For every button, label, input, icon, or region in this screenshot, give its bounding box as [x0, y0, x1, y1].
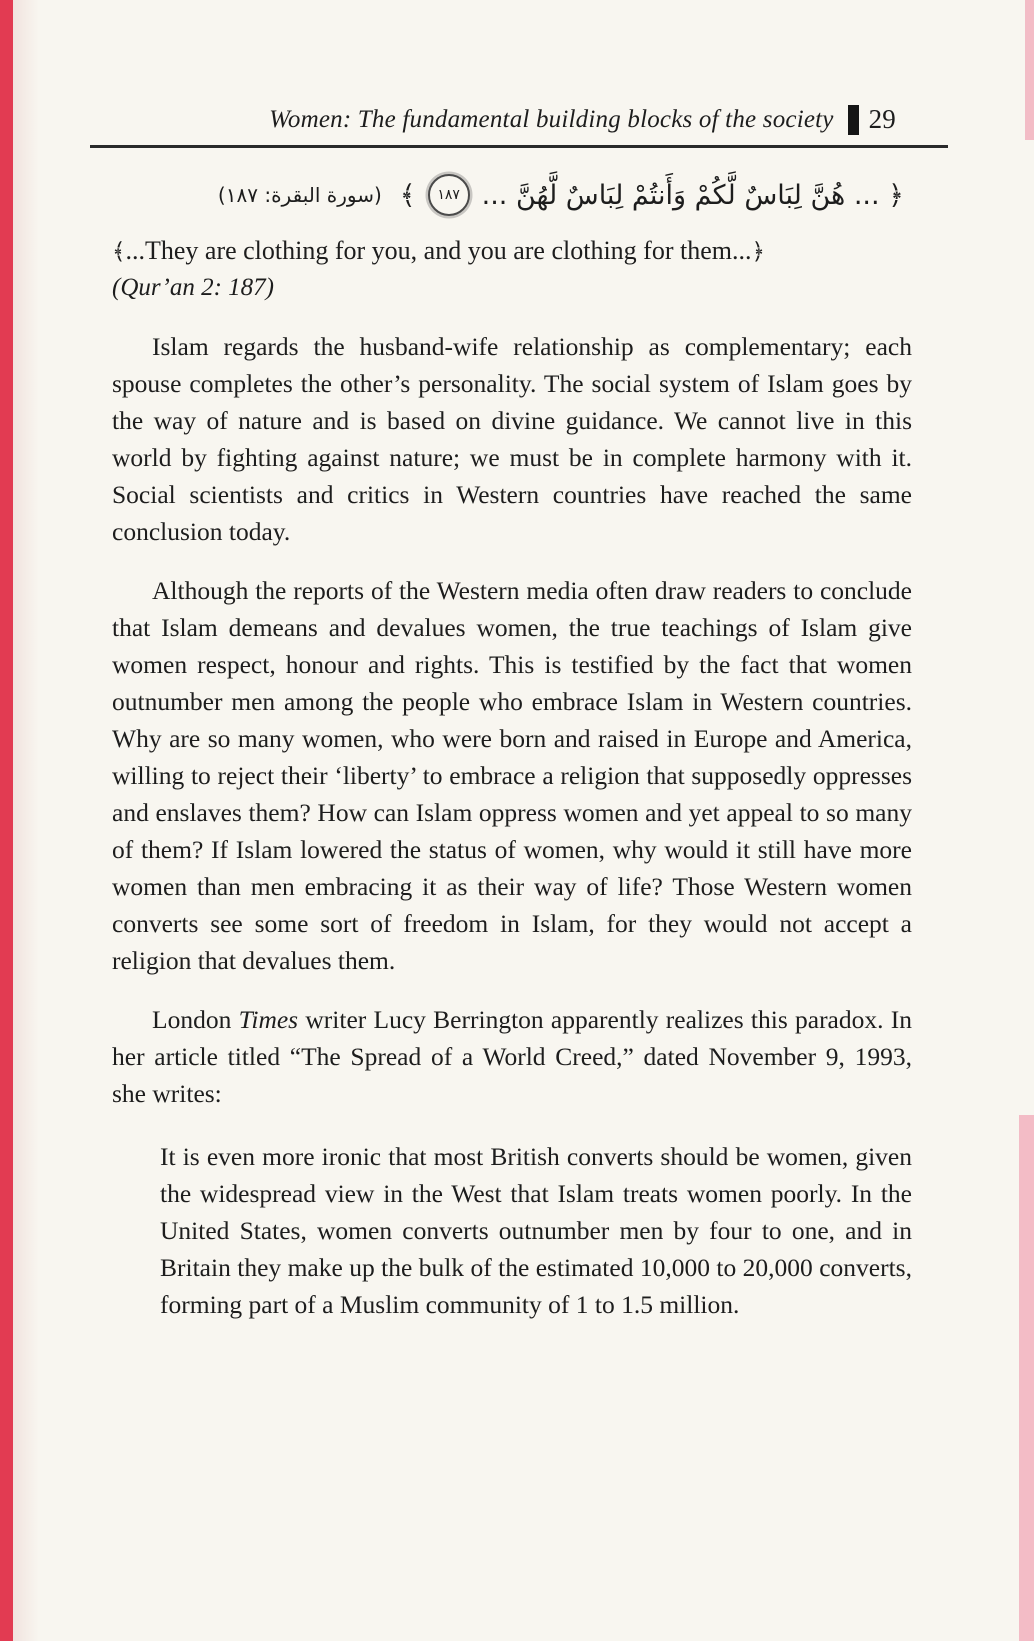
page-number-bar	[848, 105, 859, 135]
verse-translation-text: ...They are clothing for you, and you are clothing for them...	[125, 236, 752, 265]
running-header-title: Women: The fundamental building blocks of the society	[269, 105, 834, 133]
page-content	[90, 104, 948, 1323]
paragraph-western-media: Although the reports of the Western media often draw readers to conclude that Islam demeans and devalues women, the true teachings of Islam give women respect, honour and rights. This is testified by the fact that women outnumber men among the people who embrace Islam in Western countries. Why are so many women, who were born and raised in Europe and America, willing to reject their ‘liberty’ to embrace a religion that supposedly oppresses and enslaves them? How can Islam oppress women and yet appeal to so many of them? If Islam lowered the status of women, why would it still have more women than men embracing it as their way of life? Those Western women converts see some sort of freedom in Islam, for they would not accept a religion that devalues them.	[112, 576, 912, 975]
surah-reference: (سورة البقرة: ١٨٧)	[217, 183, 382, 207]
paragraph-article-intro	[112, 1001, 912, 1112]
paragraph-husband-wife: Islam regards the husband-wife relationship as complementary; each spouse completes the other’s personality. The social system of Islam goes by the way of nature and is based on divine guidance. We cannot live in this world by fighting against nature; we must be in complete harmony with it. Social scientists and critics in Western countries have reached the same conclusion today.	[112, 332, 912, 546]
page-number: 29	[868, 104, 896, 134]
scan-edge-bottom-right-pink	[1019, 1115, 1034, 1641]
arabic-verse-text: ﴿ ... هُنَّ لِبَاسٌ لَّكُمْ وَأَنتُمْ لِبَاسٌ لَّهُنَّ ...	[481, 179, 904, 211]
times-title-italic: Times	[238, 1005, 299, 1034]
quran-verse-arabic-line	[90, 174, 948, 216]
verse-citation: (Qur’an 2: 187)	[112, 274, 275, 301]
arabic-close-ornament: ﴾	[399, 179, 416, 211]
article-intro-part1: London	[152, 1005, 239, 1034]
ayah-number-medallion: ١٨٧	[428, 174, 470, 216]
scan-edge-left-shadow	[13, 0, 39, 1641]
article-intro-part2: writer Lucy Berrington apparently realizes this paradox. In her article titled “The Spread of a World Creed,” dated November 9, 1993, she writes:	[112, 1005, 913, 1108]
blockquote-berrington: It is even more ironic that most British converts should be women, given the widespread view in the West that Islam treats women poorly. In the United States, women converts outnumber men by four to one, and in Britain they make up the bulk of the estimated 10,000 to 20,000 converts, forming part of a Muslim community of 1 to 1.5 million.	[160, 1142, 912, 1319]
verse-translation	[112, 236, 912, 266]
ornate-open-bracket: ﴾	[112, 239, 126, 265]
scan-edge-left-red	[0, 0, 13, 1641]
header-rule	[90, 145, 948, 148]
running-header	[90, 104, 948, 135]
scan-edge-top-right-pink	[1025, 0, 1034, 140]
ornate-close-bracket: ﴿	[751, 239, 765, 265]
